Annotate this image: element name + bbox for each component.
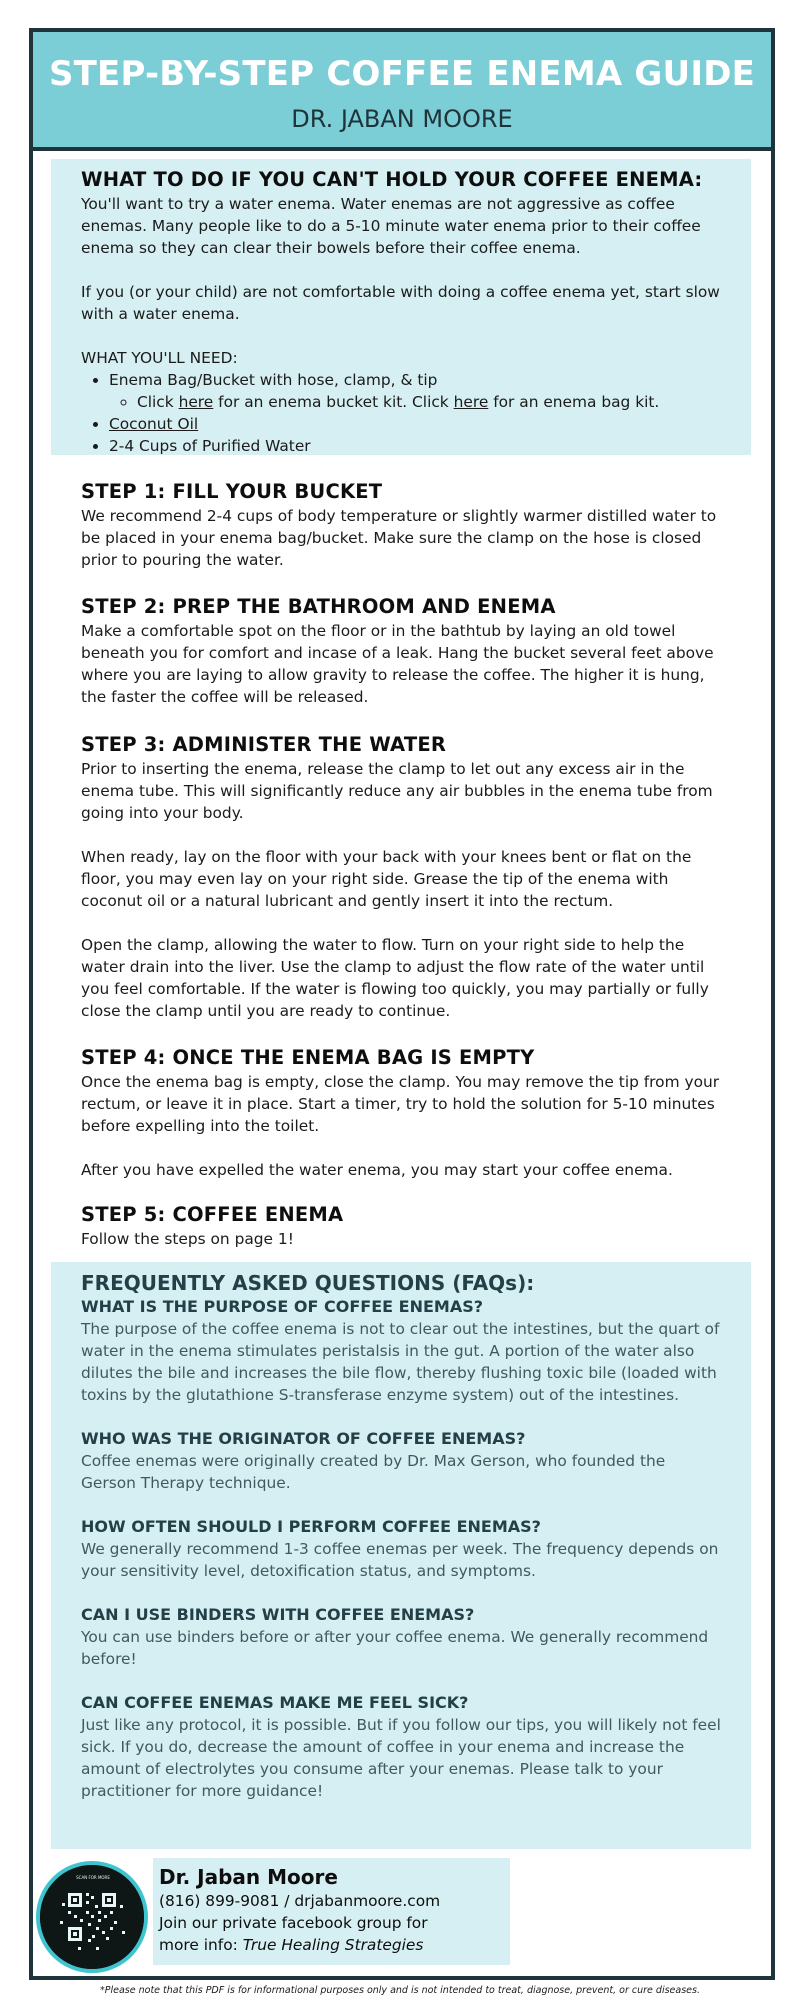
list-item <box>109 369 721 413</box>
step-4-para-1: Once the enema bag is empty, close the clamp. You may remove the tip from your rectum, or leave it in place. Start a timer, try to hold the solution for 5-10 minutes before expelling into the toilet. <box>81 1073 720 1135</box>
cant-hold-para-2: If you (or your child) are not comfortable with doing a coffee enema yet, start slow with a water enema. <box>81 283 720 323</box>
step-5-text: Follow the steps on page 1! <box>81 1230 294 1248</box>
kit-sublist <box>137 391 721 413</box>
facebook-group-link[interactable]: True Healing Strategies <box>242 1936 424 1954</box>
step-5-section <box>81 1202 731 1250</box>
step-3-section <box>81 732 731 1022</box>
step-5-heading: STEP 5: COFFEE ENEMA <box>81 1203 344 1226</box>
step-1-heading: STEP 1: FILL YOUR BUCKET <box>81 480 383 503</box>
list-item <box>137 391 721 413</box>
step-2-section <box>81 594 731 708</box>
need-label: WHAT YOU'LL NEED: <box>81 349 238 367</box>
coconut-oil-link[interactable]: Coconut Oil <box>109 415 199 433</box>
more-info-label: more info: <box>159 1936 243 1954</box>
faq-answer: Just like any protocol, it is possible. But if you follow our tips, you will likely not feel sick. If you do, decrease the amount of coffee in your enema and increase the amount of electrolytes you consume after your enemas. Please talk to your practitioner for more guidance! <box>81 1716 721 1800</box>
faq-question: CAN COFFEE ENEMAS MAKE ME FEEL SICK? <box>81 1693 469 1712</box>
step-1-text: We recommend 2-4 cups of body temperature or slightly warmer distilled water to be placed in your enema bag/bucket. Make sure the clamp on the hose is closed prior to pouring the water. <box>81 507 717 569</box>
header-banner <box>33 32 771 151</box>
kit-text-2: for an enema bucket kit. Click <box>213 393 454 411</box>
qr-code-icon <box>40 1865 144 1969</box>
cant-hold-panel <box>51 159 751 455</box>
cant-hold-para-1: You'll want to try a water enema. Water enemas are not aggressive as coffee enemas. Many people like to do a 5-10 minute water enema prior to their coffee enema so they can clear their bowels before their coffee enema. <box>81 195 701 257</box>
faq-answer: We generally recommend 1-3 coffee enemas per week. The frequency depends on your sensitivity level, detoxification status, and symptoms. <box>81 1540 719 1580</box>
kit-text-3: for an enema bag kit. <box>488 393 660 411</box>
need-item-bag: Enema Bag/Bucket with hose, clamp, & tip <box>109 371 438 389</box>
contact-phone-site[interactable]: (816) 899-9081 / drjabanmoore.com <box>159 1892 441 1910</box>
step-4-section <box>81 1045 731 1181</box>
faq-question: HOW OFTEN SHOULD I PERFORM COFFEE ENEMAS? <box>81 1517 541 1536</box>
faq-title: FREQUENTLY ASKED QUESTIONS (FAQs): <box>81 1271 535 1295</box>
step-1-section <box>81 479 731 571</box>
qr-caption: SCAN FOR MORE <box>76 1875 110 1880</box>
need-list <box>109 369 721 457</box>
step-3-para-2: When ready, lay on the floor with your back with your knees bent or flat on the floor, you may even lay on your right side. Grease the tip of the enema with coconut oil or a natural lubricant and gently insert it into the rectum. <box>81 848 692 910</box>
step-4-heading: STEP 4: ONCE THE ENEMA BAG IS EMPTY <box>81 1046 535 1069</box>
step-2-heading: STEP 2: PREP THE BATHROOM AND ENEMA <box>81 595 556 618</box>
step-3-para-1: Prior to inserting the enema, release the clamp to let out any excess air in the enema tube. This will significantly reduce any air bubbles in the enema tube from going into your body. <box>81 760 713 822</box>
contact-card <box>153 1858 510 1965</box>
author-subtitle: DR. JABAN MOORE <box>291 105 513 133</box>
faq-answer: You can use binders before or after your coffee enema. We generally recommend before! <box>81 1628 709 1668</box>
list-item <box>109 413 721 435</box>
step-3-heading: STEP 3: ADMINISTER THE WATER <box>81 733 447 756</box>
faq-answer: Coffee enemas were originally created by Dr. Max Gerson, who founded the Gerson Therapy technique. <box>81 1452 666 1492</box>
faq-answer: The purpose of the coffee enema is not to clear out the intestines, but the quart of water in the enema stimulates peristalsis in the gut. A portion of the water also dilutes the bile and increases the bile flow, thereby flushing toxic bile (loaded with toxins by the glutathione S-transferase enzyme system) out of the intestines. <box>81 1320 720 1404</box>
guide-frame <box>29 28 775 1980</box>
facebook-group-text: Join our private facebook group for <box>159 1914 428 1932</box>
step-3-para-3: Open the clamp, allowing the water to flow. Turn on your right side to help the water drain into the liver. Use the clamp to adjust the flow rate of the water until you feel comfortable. If the water is flowing too quickly, you may partially or fully close the clamp until you are ready to continue. <box>81 936 709 1020</box>
faq-question: WHAT IS THE PURPOSE OF COFFEE ENEMAS? <box>81 1297 483 1316</box>
cant-hold-heading: WHAT TO DO IF YOU CAN'T HOLD YOUR COFFEE ENEMA: <box>81 168 703 191</box>
contact-name: Dr. Jaban Moore <box>159 1865 338 1889</box>
bucket-kit-link[interactable]: here <box>178 393 214 411</box>
faq-question: CAN I USE BINDERS WITH COFFEE ENEMAS? <box>81 1605 475 1624</box>
page-title: STEP-BY-STEP COFFEE ENEMA GUIDE <box>48 54 756 94</box>
disclaimer: *Please note that this PDF is for informational purposes only and is not intended to treat, diagnose, prevent, or cure diseases. <box>100 1985 700 1996</box>
faq-question: WHO WAS THE ORIGINATOR OF COFFEE ENEMAS? <box>81 1429 526 1448</box>
kit-text-1: Click <box>137 393 179 411</box>
step-4-para-2: After you have expelled the water enema, you may start your coffee enema. <box>81 1161 673 1179</box>
need-item-water: 2-4 Cups of Purified Water <box>109 437 311 455</box>
list-item <box>109 435 721 457</box>
bag-kit-link[interactable]: here <box>453 393 489 411</box>
facebook-group-line <box>159 1934 504 1956</box>
step-2-text: Make a comfortable spot on the floor or in the bathtub by laying an old towel beneath you for comfort and incase of a leak. Hang the bucket several feet above where you are laying to allow gravity to release the coffee. The higher it is hung, the faster the coffee will be released. <box>81 622 714 706</box>
faq-panel <box>51 1262 751 1849</box>
